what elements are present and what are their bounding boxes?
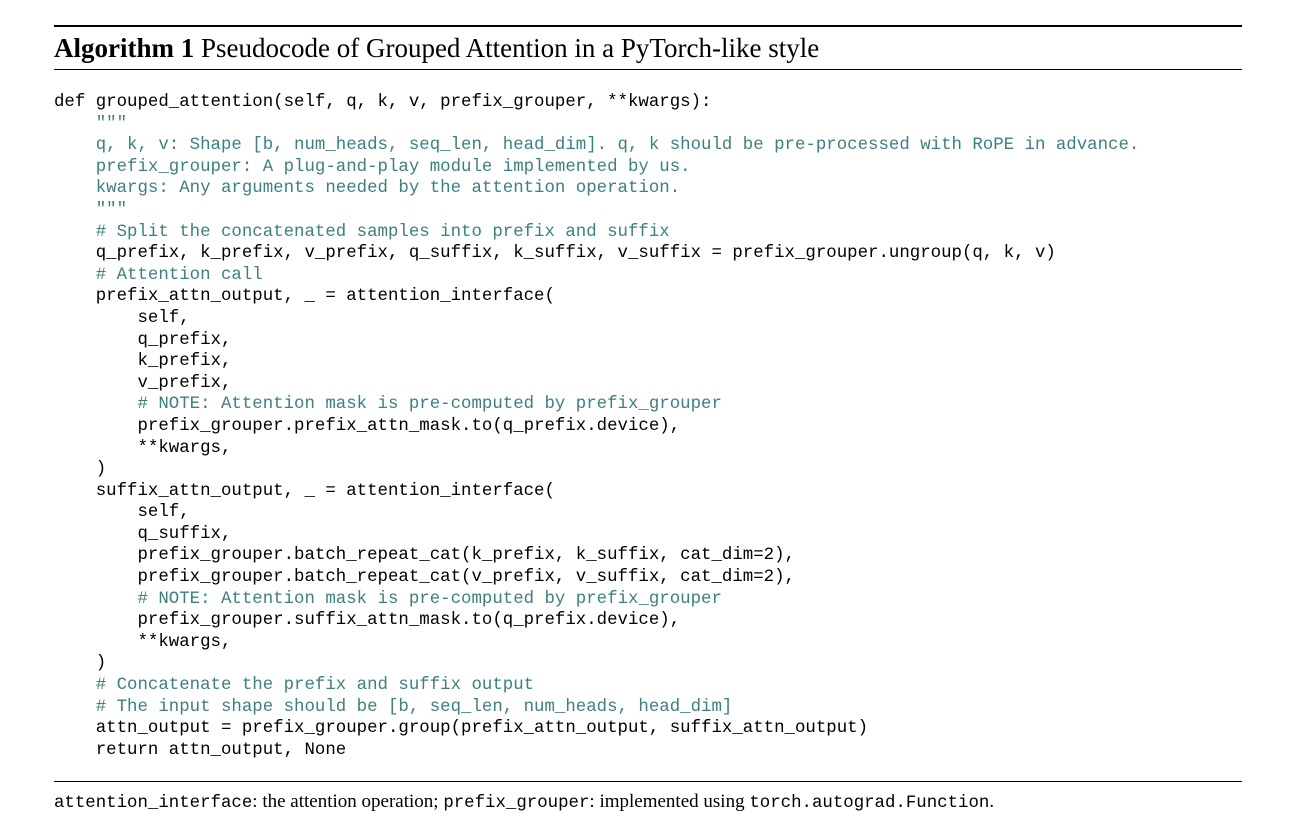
code-comment-line: # NOTE: Attention mask is pre-computed by prefix_grouper — [54, 395, 722, 415]
code-line: k_prefix, — [54, 352, 232, 372]
code-line: self, — [54, 308, 190, 328]
code-comment-line: q, k, v: Shape [b, num_heads, seq_len, head_dim]. q, k should be pre-processed with RoPE in advance. — [54, 136, 1140, 156]
code-line: q_prefix, k_prefix, v_prefix, q_suffix, k_suffix, v_suffix = prefix_grouper.ungroup(q, k, v) — [54, 244, 1056, 264]
code-comment-line: """ — [54, 114, 128, 134]
footnote-term-attention-interface: attention_interface — [54, 794, 253, 813]
footnote-term-prefix-grouper: prefix_grouper — [443, 794, 590, 813]
code-line: attn_output = prefix_grouper.group(prefix_attn_output, suffix_attn_output) — [54, 719, 869, 739]
caption-rule — [54, 69, 1242, 70]
code-line: suffix_attn_output, _ = attention_interface( — [54, 481, 555, 501]
code-comment-line: # The input shape should be [b, seq_len, num_heads, head_dim] — [54, 697, 733, 717]
code-comment-line: # Attention call — [54, 265, 263, 285]
code-line: q_suffix, — [54, 524, 232, 544]
footnote-desc-attention-interface: : the attention operation; — [252, 791, 444, 812]
code-line: prefix_grouper.batch_repeat_cat(k_prefix, k_suffix, cat_dim=2), — [54, 546, 795, 566]
code-line: **kwargs, — [54, 438, 232, 458]
algorithm-label: Algorithm 1 — [54, 33, 195, 63]
algorithm-title: Pseudocode of Grouped Attention in a PyTorch-like style — [200, 33, 820, 63]
code-comment-line: prefix_grouper: A plug-and-play module implemented by us. — [54, 157, 691, 177]
footnote-desc-prefix-grouper: : implemented using — [589, 791, 750, 812]
code-line: v_prefix, — [54, 373, 232, 393]
algorithm-footnote — [54, 789, 994, 817]
code-line: prefix_grouper.suffix_attn_mask.to(q_prefix.device), — [54, 611, 681, 631]
code-line: self, — [54, 503, 190, 523]
code-comment-line: # Split the concatenated samples into prefix and suffix — [54, 222, 670, 242]
footnote-term-autograd-function: torch.autograd.Function — [749, 794, 990, 813]
code-comment-line: # NOTE: Attention mask is pre-computed by prefix_grouper — [54, 589, 722, 609]
code-comment-line: # Concatenate the prefix and suffix output — [54, 676, 535, 696]
code-line: prefix_grouper.batch_repeat_cat(v_prefix, v_suffix, cat_dim=2), — [54, 568, 795, 588]
footer-rule — [54, 781, 1242, 782]
algorithm-caption — [54, 27, 1242, 69]
code-block — [54, 92, 1242, 761]
code-line: **kwargs, — [54, 632, 232, 652]
code-line: ) — [54, 654, 107, 674]
code-line: prefix_grouper.prefix_attn_mask.to(q_prefix.device), — [54, 416, 681, 436]
code-line: prefix_attn_output, _ = attention_interface( — [54, 287, 555, 307]
code-comment-line: """ — [54, 200, 128, 220]
code-comment-line: kwargs: Any arguments needed by the attention operation. — [54, 179, 681, 199]
footnote-end: . — [989, 791, 995, 812]
code-line: ) — [54, 460, 107, 480]
code-line: q_prefix, — [54, 330, 232, 350]
algorithm-block — [54, 25, 1242, 813]
code-line: return attn_output, None — [54, 740, 347, 760]
code-line: def grouped_attention(self, q, k, v, prefix_grouper, **kwargs): — [54, 93, 712, 112]
